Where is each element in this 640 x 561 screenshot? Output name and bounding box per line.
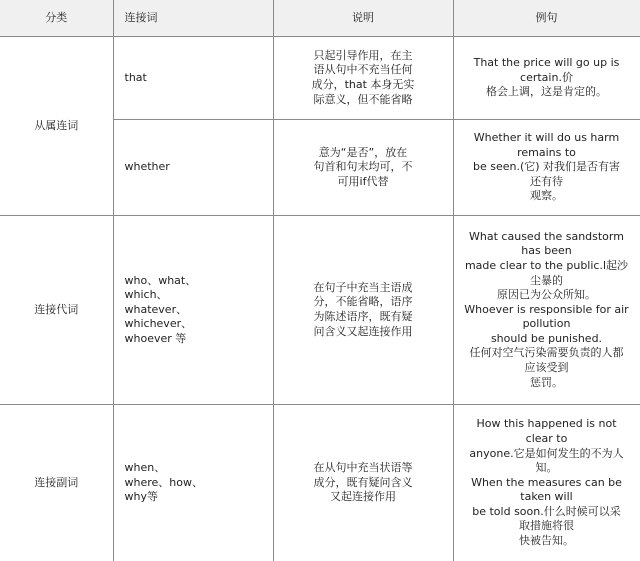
explanation-line: 可用if代替: [337, 174, 389, 188]
explanation-line: 意为“是否”，放在: [318, 145, 408, 159]
example-line: What caused the sandstorm: [469, 229, 624, 243]
table-row: [0, 37, 640, 120]
example-line: should be punished.: [490, 331, 603, 345]
example-line: 快被告知。: [519, 534, 574, 548]
example-line: 尘暴的: [530, 273, 563, 287]
example-line: be seen.(它) 对我们是否有害: [472, 160, 621, 174]
example-line: That the price will go up is: [473, 56, 620, 70]
example-line: pollution: [522, 317, 571, 331]
example-line: has been: [521, 244, 572, 258]
conjunction-text: why等: [124, 490, 158, 504]
explanation-line: 成分，既有疑问含义: [313, 475, 413, 489]
category-cell: [0, 405, 113, 561]
example-line: 观察。: [530, 189, 563, 203]
conjunction-cell: [113, 216, 273, 405]
explanation-line: 际意义，但不能省略: [313, 92, 413, 106]
example-line: 还有待: [530, 174, 563, 188]
explanation-line: 为陈述语序，既有疑: [313, 310, 413, 323]
example-line: anyone.它是如何发生的不为人: [469, 446, 624, 460]
conjunction-cell: [113, 405, 273, 561]
example-cell: [453, 37, 640, 120]
example-line: Whether it will do us harm: [473, 131, 620, 145]
conjunction-text: whichever、: [124, 317, 193, 331]
example-cell: [453, 120, 640, 216]
example-line: be told soon.什么时候可以采: [472, 504, 621, 518]
example-line: 原因已为公众所知。: [497, 288, 596, 302]
category-label: 从属连词: [34, 118, 79, 132]
example-line: 应该受到: [524, 361, 569, 375]
explanation-line: 只起引导作用，在主: [313, 48, 413, 62]
example-line: 惩罚。: [530, 375, 563, 389]
conjunction-text: which、: [124, 288, 168, 302]
conjunction-text: that: [124, 70, 147, 84]
explanation-cell: [273, 37, 453, 120]
explanation-cell: [273, 216, 453, 405]
category-cell: [0, 216, 113, 405]
explanation-line: 在从句中充当状语等: [313, 461, 413, 475]
example-line: taken will: [520, 490, 573, 504]
example-line: When the measures can be: [471, 475, 622, 489]
conjunction-text: when、: [124, 461, 166, 475]
explanation-line: 问含义又起连接作用: [313, 324, 413, 338]
header-category: 分类: [0, 0, 113, 37]
category-cell: [0, 37, 113, 216]
example-line: 取措施将很: [519, 519, 574, 533]
example-cell: [453, 405, 640, 561]
example-line: remains to: [517, 145, 576, 159]
conjunction-text: where、how、: [124, 475, 203, 489]
category-label: 连接副词: [34, 475, 79, 489]
conjunction-cell: [113, 120, 273, 216]
example-line: 知。: [535, 461, 558, 475]
example-line: 格会上调，这是肯定的。: [486, 85, 607, 99]
table-row: [0, 216, 640, 405]
explanation-line: 成分，that 本身无实: [311, 78, 415, 91]
header-conjunction: 连接词: [113, 0, 273, 37]
conjunction-cell: [113, 37, 273, 120]
example-line: certain.价: [520, 70, 573, 84]
category-label: 连接代词: [34, 302, 79, 316]
example-line: Whoever is responsible for air: [464, 302, 629, 316]
example-line: How this happened is not: [476, 417, 617, 431]
conjunction-text: whoever 等: [124, 331, 187, 345]
header-example: 例句: [453, 0, 640, 37]
header-explanation: 说明: [273, 0, 453, 37]
explanation-line: 分，不能省略，语序: [313, 295, 413, 309]
conjunction-text: who、what、: [124, 273, 197, 287]
explanation-cell: [273, 120, 453, 216]
explanation-line: 句首和句末均可，不: [313, 160, 413, 174]
explanation-cell: [273, 405, 453, 561]
example-line: 任何对空气污染需要负责的人都: [469, 346, 624, 360]
table-row: [0, 405, 640, 561]
example-line: made clear to the public.l起沙: [464, 258, 629, 272]
explanation-line: 又起连接作用: [330, 490, 396, 504]
explanation-line: 语从句中不充当任何: [313, 63, 413, 77]
example-line: clear to: [525, 431, 568, 445]
conjunction-text: whether: [124, 160, 170, 174]
conjunction-text: whatever、: [124, 302, 188, 316]
example-cell: [453, 216, 640, 405]
header-row: [0, 0, 640, 37]
explanation-line: 在句子中充当主语成: [313, 280, 413, 294]
